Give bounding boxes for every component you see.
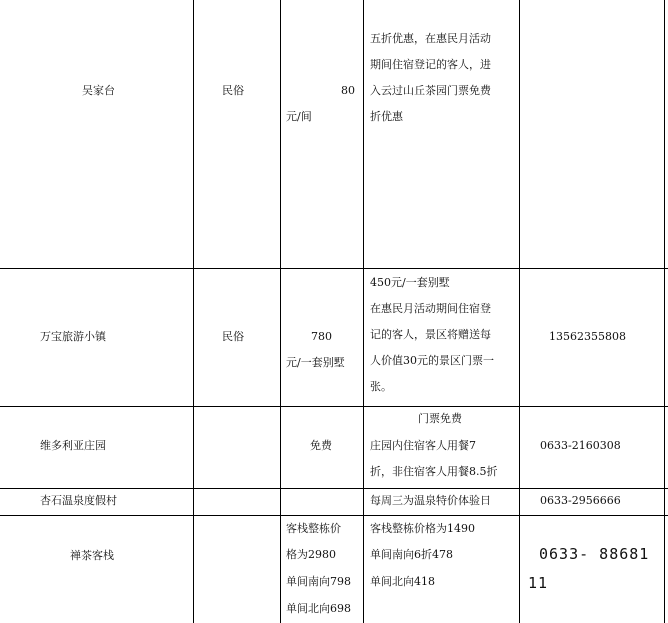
row2-price-line2: 元/一套别墅 xyxy=(286,356,345,369)
grid-line-v5 xyxy=(664,0,665,623)
grid-line-h4 xyxy=(0,515,668,516)
row2-name: 万宝旅游小镇 xyxy=(40,330,106,343)
grid-line-h1 xyxy=(0,268,668,269)
row1-price-line2: 元/间 xyxy=(286,110,312,123)
row3-name: 维多利亚庄园 xyxy=(40,439,106,452)
row2-offer-line3: 记的客人，景区将赠送每 xyxy=(370,328,491,341)
grid-line-v2 xyxy=(280,0,281,623)
row2-offer-line5: 张。 xyxy=(370,380,392,393)
row1-offer-line4: 折优惠 xyxy=(370,110,403,123)
row2-type: 民俗 xyxy=(222,330,244,343)
row4-phone: 0633-2956666 xyxy=(540,494,621,507)
row5-price-line2: 格为2980 xyxy=(286,548,336,561)
row5-offer-line1: 客栈整栋价格为1490 xyxy=(370,522,475,535)
row5-price-line1: 客栈整栋价 xyxy=(286,522,341,535)
row3-phone: 0633-2160308 xyxy=(540,439,621,452)
row2-offer-line1: 450元/一套别墅 xyxy=(370,276,450,289)
row4-name: 杏石温泉度假村 xyxy=(40,494,117,507)
row2-price-line1: 780 xyxy=(311,330,332,343)
row1-offer-line3: 入云过山丘茶园门票免费 xyxy=(370,84,491,97)
row5-phone-line1: 0633- 88681 xyxy=(539,545,650,563)
row1-offer-line1: 五折优惠，在惠民月活动 xyxy=(370,32,491,45)
row1-name: 吴家台 xyxy=(82,84,115,97)
grid-line-h2 xyxy=(0,406,668,407)
grid-line-v1 xyxy=(193,0,194,623)
row1-type: 民俗 xyxy=(222,84,244,97)
row3-price-line1: 免费 xyxy=(310,439,332,452)
row2-offer-line2: 在惠民月活动期间住宿登 xyxy=(370,302,491,315)
row5-offer-line2: 单间南向6折478 xyxy=(370,548,453,561)
grid-line-v3 xyxy=(363,0,364,623)
row3-offer-line2: 庄园内住宿客人用餐7 xyxy=(370,439,476,452)
row2-phone: 13562355808 xyxy=(549,330,626,343)
row5-phone-line2: 11 xyxy=(528,574,549,592)
row3-offer-line1: 门票免费 xyxy=(418,412,462,425)
row4-offer-line1: 每周三为温泉特价体验日 xyxy=(370,494,491,507)
row5-offer-line3: 单间北向418 xyxy=(370,575,435,588)
row1-offer-line2: 期间住宿登记的客人，进 xyxy=(370,58,491,71)
row5-price-line3: 单间南向798 xyxy=(286,575,351,588)
row2-offer-line4: 人价值30元的景区门票一 xyxy=(370,354,494,367)
row1-price-line1: 80 xyxy=(341,84,355,97)
row5-name: 禅茶客栈 xyxy=(70,549,114,562)
grid-line-h3 xyxy=(0,488,668,489)
row3-offer-line3: 折，非住宿客人用餐8.5折 xyxy=(370,465,498,478)
row5-price-line4: 单间北向698 xyxy=(286,602,351,615)
grid-line-v4 xyxy=(519,0,520,623)
